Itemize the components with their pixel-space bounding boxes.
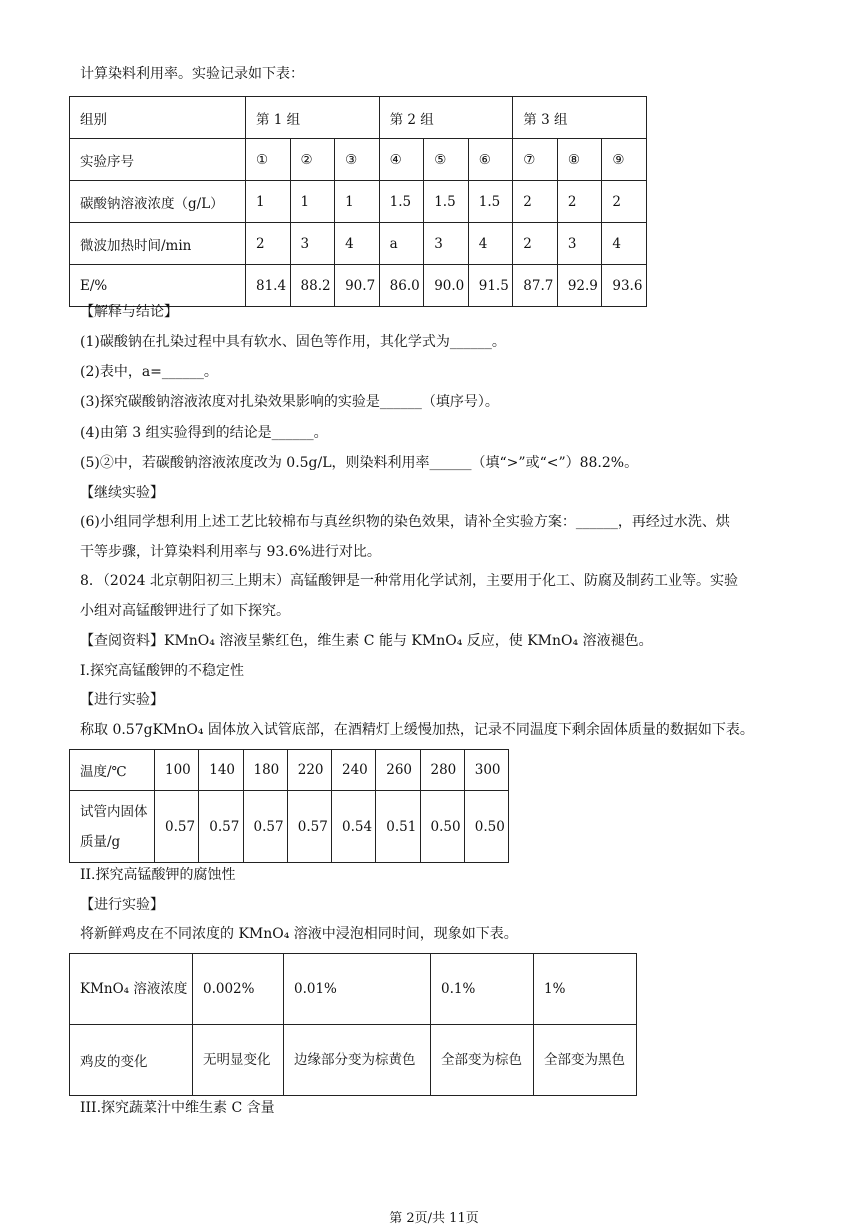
temperature-mass-table xyxy=(69,749,509,863)
table-cell: 88.2 xyxy=(290,265,335,307)
table-cell: 0.54 xyxy=(332,791,376,863)
table-cell: 3 xyxy=(290,223,335,265)
page-footer: 第 2页/共 11页 xyxy=(389,1211,479,1226)
table-cell: 无明显变化 xyxy=(193,1025,284,1096)
table-cell: 第 2 组 xyxy=(379,97,513,139)
table-cell: 0.57 xyxy=(199,791,243,863)
question-line: (6)小组同学想利用上述工艺比较棉布与真丝织物的染色效果，请补全实验方案：______，再经过水洗、烘 xyxy=(80,514,730,530)
table-cell: 组别 xyxy=(70,97,246,139)
table-cell: 0.01% xyxy=(284,954,431,1025)
table-cell: 87.7 xyxy=(513,265,558,307)
table-cell: 0.57 xyxy=(243,791,287,863)
table-cell: 1 xyxy=(290,181,335,223)
table-cell: 90.0 xyxy=(424,265,469,307)
table-cell: 0.57 xyxy=(155,791,199,863)
table-cell: 140 xyxy=(199,750,243,791)
table-cell: ⑥ xyxy=(468,139,513,181)
question-line: (3)探究碳酸钠溶液浓度对扎染效果影响的实验是______（填序号）。 xyxy=(80,394,499,410)
table-cell: 81.4 xyxy=(246,265,291,307)
table-cell: 1.5 xyxy=(468,181,513,223)
section-heading: I.探究高锰酸钾的不稳定性 xyxy=(80,663,244,679)
table-cell: ② xyxy=(290,139,335,181)
table-cell: 93.6 xyxy=(602,265,647,307)
table-cell: 实验序号 xyxy=(70,139,246,181)
table-cell: 220 xyxy=(287,750,331,791)
table-cell: 温度/℃ xyxy=(70,750,155,791)
table-cell: ⑧ xyxy=(557,139,602,181)
table-cell: 鸡皮的变化 xyxy=(70,1025,193,1096)
question-line: (4)由第 3 组实验得到的结论是______。 xyxy=(80,425,328,441)
table-row xyxy=(70,181,647,223)
procedure-line: 称取 0.57gKMnO₄ 固体放入试管底部，在酒精灯上缓慢加热，记录不同温度下剩余固体质量的数据如下表。 xyxy=(80,722,754,738)
table-cell: 碳酸钠溶液浓度（g/L） xyxy=(70,181,246,223)
table-row xyxy=(70,954,637,1025)
table-cell: 3 xyxy=(557,223,602,265)
table-row xyxy=(70,97,647,139)
table-cell: 微波加热时间/min xyxy=(70,223,246,265)
table-cell: 3 xyxy=(424,223,469,265)
dye-experiment-table xyxy=(69,96,647,307)
table-cell: 240 xyxy=(332,750,376,791)
table-cell: 第 3 组 xyxy=(513,97,647,139)
table-cell: 260 xyxy=(376,750,420,791)
table-row xyxy=(70,791,509,863)
table-cell: 1 xyxy=(246,181,291,223)
table-cell: 1% xyxy=(534,954,637,1025)
section-heading: 【进行实验】 xyxy=(80,692,164,708)
intro-text: 计算染料利用率。实验记录如下表： xyxy=(80,66,304,82)
table-cell: 1.5 xyxy=(379,181,424,223)
table-cell: ⑦ xyxy=(513,139,558,181)
table-cell: 300 xyxy=(464,750,508,791)
table-cell: ⑤ xyxy=(424,139,469,181)
table-cell: 100 xyxy=(155,750,199,791)
table-cell: ④ xyxy=(379,139,424,181)
table-cell: 2 xyxy=(557,181,602,223)
table-cell: 4 xyxy=(335,223,380,265)
question-line: 小组对高锰酸钾进行了如下探究。 xyxy=(80,603,290,619)
table-cell: 1.5 xyxy=(424,181,469,223)
table-cell: 全部变为黑色 xyxy=(534,1025,637,1096)
procedure-line: 将新鲜鸡皮在不同浓度的 KMnO₄ 溶液中浸泡相同时间，现象如下表。 xyxy=(80,926,518,942)
table-row xyxy=(70,139,647,181)
table-cell: 2 xyxy=(246,223,291,265)
table-cell: 2 xyxy=(513,223,558,265)
table-cell: 0.50 xyxy=(464,791,508,863)
question-line: 8．（2024 北京朝阳初三上期末）高锰酸钾是一种常用化学试剂，主要用于化工、防腐及制药工业等。实验 xyxy=(80,573,738,589)
question-line: 干等步骤，计算染料利用率与 93.6%进行对比。 xyxy=(80,544,381,560)
table-cell: E/% xyxy=(70,265,246,307)
table-cell: KMnO₄ 溶液浓度 xyxy=(70,954,193,1025)
table-cell: 86.0 xyxy=(379,265,424,307)
table-row xyxy=(70,1025,637,1096)
reference-line: 【查阅资料】KMnO₄ 溶液呈紫红色，维生素 C 能与 KMnO₄ 反应，使 KMnO₄ 溶液褪色。 xyxy=(80,633,653,649)
table-cell: 0.002% xyxy=(193,954,284,1025)
table-cell: a xyxy=(379,223,424,265)
section-heading: 【进行实验】 xyxy=(80,897,164,913)
table-cell: 280 xyxy=(420,750,464,791)
table-cell: 2 xyxy=(513,181,558,223)
table-cell: ⑨ xyxy=(602,139,647,181)
table-row xyxy=(70,223,647,265)
table-row xyxy=(70,750,509,791)
table-cell: 92.9 xyxy=(557,265,602,307)
table-cell: 第 1 组 xyxy=(246,97,380,139)
table-cell: 2 xyxy=(602,181,647,223)
section-heading: 【解释与结论】 xyxy=(80,304,178,320)
table-cell: 0.57 xyxy=(287,791,331,863)
section-heading: III.探究蔬菜汁中维生素 C 含量 xyxy=(80,1100,275,1116)
table-cell: ③ xyxy=(335,139,380,181)
table-cell: 边缘部分变为棕黄色 xyxy=(284,1025,431,1096)
section-heading: 【继续实验】 xyxy=(80,485,164,501)
table-row xyxy=(70,265,647,307)
kmno4-corrosion-table xyxy=(69,953,637,1096)
question-line: (1)碳酸钠在扎染过程中具有软水、固色等作用，其化学式为______。 xyxy=(80,334,506,350)
table-cell: 全部变为棕色 xyxy=(431,1025,534,1096)
table-cell: 4 xyxy=(468,223,513,265)
table-cell: 1 xyxy=(335,181,380,223)
table-cell: 90.7 xyxy=(335,265,380,307)
question-line: (5)②中，若碳酸钠溶液浓度改为 0.5g/L，则染料利用率______（填“>”或“<”）88.2%。 xyxy=(80,455,639,471)
table-cell: 0.51 xyxy=(376,791,420,863)
table-cell: 91.5 xyxy=(468,265,513,307)
table-cell: 0.50 xyxy=(420,791,464,863)
table-cell: 4 xyxy=(602,223,647,265)
table-cell: 试管内固体质量/g xyxy=(70,791,155,863)
table-cell: 0.1% xyxy=(431,954,534,1025)
table-cell: ① xyxy=(246,139,291,181)
section-heading: II.探究高锰酸钾的腐蚀性 xyxy=(80,867,236,883)
table-cell: 180 xyxy=(243,750,287,791)
question-line: (2)表中，a=______。 xyxy=(80,364,218,380)
